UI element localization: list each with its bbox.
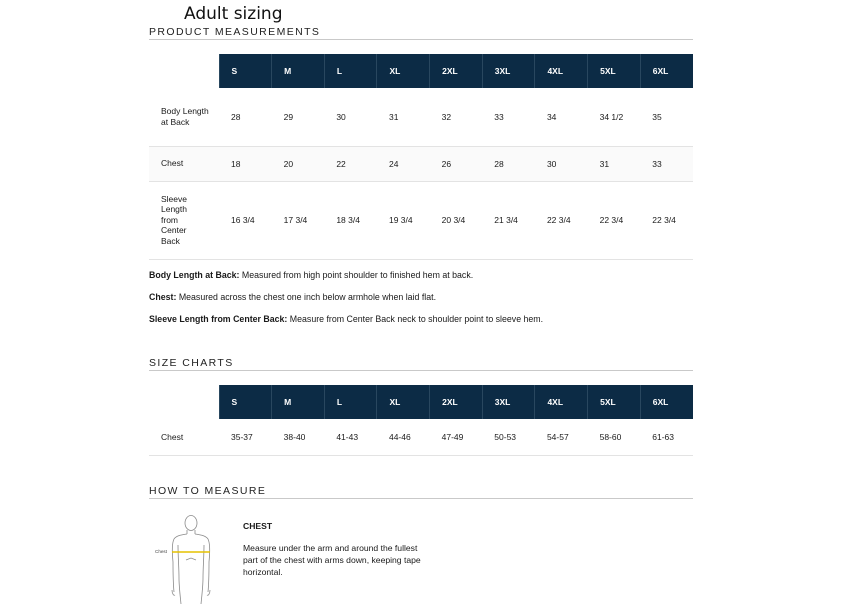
measure-heading: CHEST: [243, 521, 273, 531]
table-cell: 33: [482, 88, 535, 146]
table-cell: 54-57: [535, 419, 588, 455]
measure-instructions: Measure under the arm and around the fullest part of the chest with arms down, keeping tape horizontal.: [243, 543, 421, 577]
table-cell: 17 3/4: [272, 181, 325, 259]
table-cell: 24: [377, 146, 430, 181]
row-label-sleeve-length: Sleeve Length from Center Back: [149, 181, 219, 259]
note-chest: [149, 292, 436, 302]
table-cell: 61-63: [640, 419, 693, 455]
figure-chest-label: Chest: [155, 549, 168, 554]
table-cell: 34: [535, 88, 588, 146]
note-body-length: [149, 270, 473, 280]
how-to-measure-title: HOW TO MEASURE: [149, 485, 267, 497]
size-header-4xl: 4XL: [535, 54, 588, 88]
size-header-3xl: 3XL: [482, 54, 535, 88]
note-text: Measured from high point shoulder to finished hem at back.: [239, 270, 474, 280]
table-cell: 20: [272, 146, 325, 181]
page-title: Adult sizing: [184, 4, 283, 24]
header-blank-cell: [149, 385, 219, 419]
size-header-s: S: [219, 385, 272, 419]
size-header-s: S: [219, 54, 272, 88]
table-cell: 33: [640, 146, 693, 181]
size-header-row: [149, 54, 693, 88]
table-row: [149, 419, 693, 455]
table-cell: 22 3/4: [588, 181, 641, 259]
size-header-2xl: 2XL: [430, 54, 483, 88]
note-text: Measured across the chest one inch below armhole when laid flat.: [176, 292, 437, 302]
size-header-l: L: [324, 54, 377, 88]
section-divider: [149, 498, 693, 499]
table-cell: 47-49: [430, 419, 483, 455]
size-header-5xl: 5XL: [588, 385, 641, 419]
torso-outline-icon: [152, 512, 228, 604]
size-header-m: M: [272, 54, 325, 88]
size-header-6xl: 6XL: [640, 385, 693, 419]
size-header-xl: XL: [377, 385, 430, 419]
product-measurements-table: [149, 54, 693, 260]
note-term: Body Length at Back:: [149, 270, 240, 280]
size-header-5xl: 5XL: [588, 54, 641, 88]
table-cell: 50-53: [482, 419, 535, 455]
table-cell: 44-46: [377, 419, 430, 455]
table-cell: 28: [482, 146, 535, 181]
table-cell: 22: [324, 146, 377, 181]
table-row: [149, 181, 693, 259]
size-header-4xl: 4XL: [535, 385, 588, 419]
row-label-body-length: Body Length at Back: [149, 88, 219, 146]
size-header-l: L: [324, 385, 377, 419]
table-cell: 30: [324, 88, 377, 146]
table-cell: 19 3/4: [377, 181, 430, 259]
row-label-chest: Chest: [149, 146, 219, 181]
table-cell: 21 3/4: [482, 181, 535, 259]
size-chart-table: [149, 385, 693, 456]
table-cell: 31: [377, 88, 430, 146]
table-cell: 22 3/4: [640, 181, 693, 259]
note-term: Chest:: [149, 292, 177, 302]
size-header-m: M: [272, 385, 325, 419]
table-cell: 22 3/4: [535, 181, 588, 259]
table-cell: 18: [219, 146, 272, 181]
size-header-6xl: 6XL: [640, 54, 693, 88]
table-cell: 20 3/4: [430, 181, 483, 259]
table-row: [149, 88, 693, 146]
table-cell: 29: [272, 88, 325, 146]
table-cell: 41-43: [324, 419, 377, 455]
table-row: [149, 146, 693, 181]
table-cell: 31: [588, 146, 641, 181]
note-sleeve-length: [149, 314, 543, 324]
table-cell: 35-37: [219, 419, 272, 455]
table-cell: 16 3/4: [219, 181, 272, 259]
table-cell: 32: [430, 88, 483, 146]
table-cell: 35: [640, 88, 693, 146]
header-blank-cell: [149, 54, 219, 88]
section-divider: [149, 39, 693, 40]
product-measurements-title: PRODUCT MEASUREMENTS: [149, 26, 321, 38]
size-header-3xl: 3XL: [482, 385, 535, 419]
size-header-2xl: 2XL: [430, 385, 483, 419]
size-header-row: [149, 385, 693, 419]
table-cell: 58-60: [588, 419, 641, 455]
size-charts-title: SIZE CHARTS: [149, 357, 234, 369]
table-cell: 30: [535, 146, 588, 181]
body-figure: [152, 512, 228, 604]
section-divider: [149, 370, 693, 371]
note-term: Sleeve Length from Center Back:: [149, 314, 288, 324]
table-cell: 38-40: [272, 419, 325, 455]
size-header-xl: XL: [377, 54, 430, 88]
note-text: Measure from Center Back neck to shoulder point to sleeve hem.: [287, 314, 544, 324]
table-cell: 34 1/2: [588, 88, 641, 146]
table-cell: 26: [430, 146, 483, 181]
table-cell: 18 3/4: [324, 181, 377, 259]
table-cell: 28: [219, 88, 272, 146]
row-label-chest: Chest: [149, 419, 219, 455]
